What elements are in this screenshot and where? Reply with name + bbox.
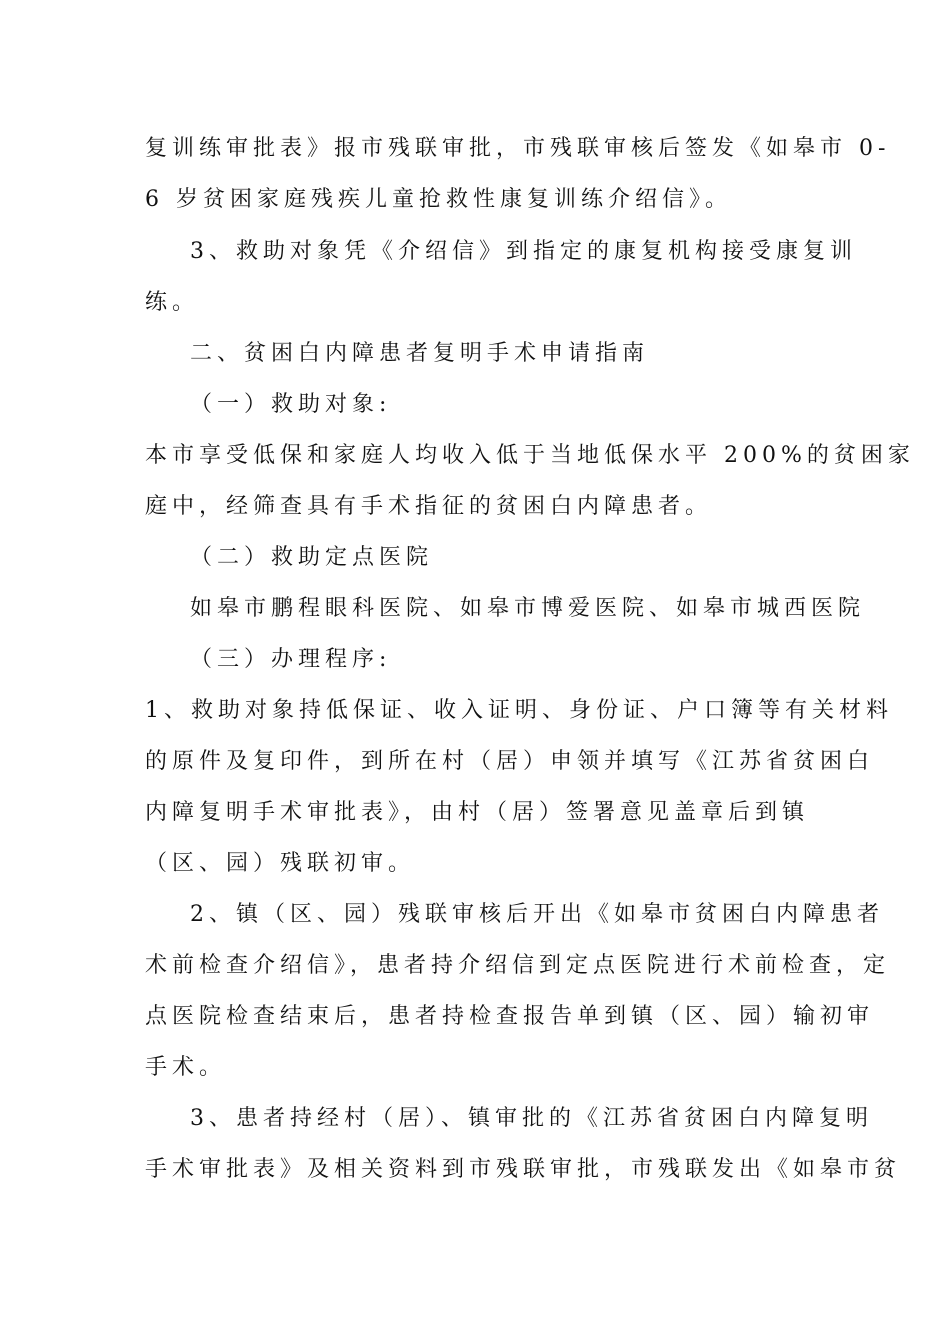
text-line: 手术审批表》及相关资料到市残联审批，市残联发出《如皋市贫 (145, 1157, 902, 1182)
text-line: （区、园）残联初审。 (145, 851, 416, 876)
text-line: 1、救助对象持低保证、收入证明、身份证、户口簿等有关材料 (145, 698, 893, 723)
text-line: 手术。 (145, 1055, 227, 1080)
section-heading: 二、贫困白内障患者复明手术申请指南 (190, 341, 650, 366)
text-line: 2、镇（区、园）残联审核后开出《如皋市贫困白内障患者 (190, 902, 884, 927)
text-line: 术前检查介绍信》，患者持介绍信到定点医院进行术前检查，定 (145, 953, 891, 978)
text-line: 庭中，经筛查具有手术指征的贫困白内障患者。 (145, 494, 713, 519)
text-line: 点医院检查结束后，患者持检查报告单到镇（区、园）输初审 (145, 1004, 875, 1029)
text-line: 内障复明手术审批表》，由村（居）签署意见盖章后到镇 (145, 800, 810, 825)
text-line: 本市享受低保和家庭人均收入低于当地低保水平 200%的贫困家 (145, 443, 915, 468)
text-line: 练。 (145, 290, 200, 315)
text-line: 3、患者持经村（居）、镇审批的《江苏省贫困白内障复明 (190, 1106, 873, 1131)
text-line: 如皋市鹏程眼科医院、如皋市博爱医院、如皋市城西医院 (190, 596, 866, 621)
subsection-heading: （一）救助对象: (190, 392, 392, 417)
subsection-heading: （二）救助定点医院 (190, 545, 434, 570)
text-line: 3、救助对象凭《介绍信》到指定的康复机构接受康复训 (190, 239, 857, 264)
text-line: 的原件及复印件，到所在村（居）申领并填写《江苏省贫困白 (145, 749, 875, 774)
subsection-heading: （三）办理程序: (190, 647, 392, 672)
text-line: 6 岁贫困家庭残疾儿童抢救性康复训练介绍信》。 (145, 187, 732, 212)
text-line: 复训练审批表》报市残联审批，市残联审核后签发《如皋市 0- (145, 136, 891, 161)
